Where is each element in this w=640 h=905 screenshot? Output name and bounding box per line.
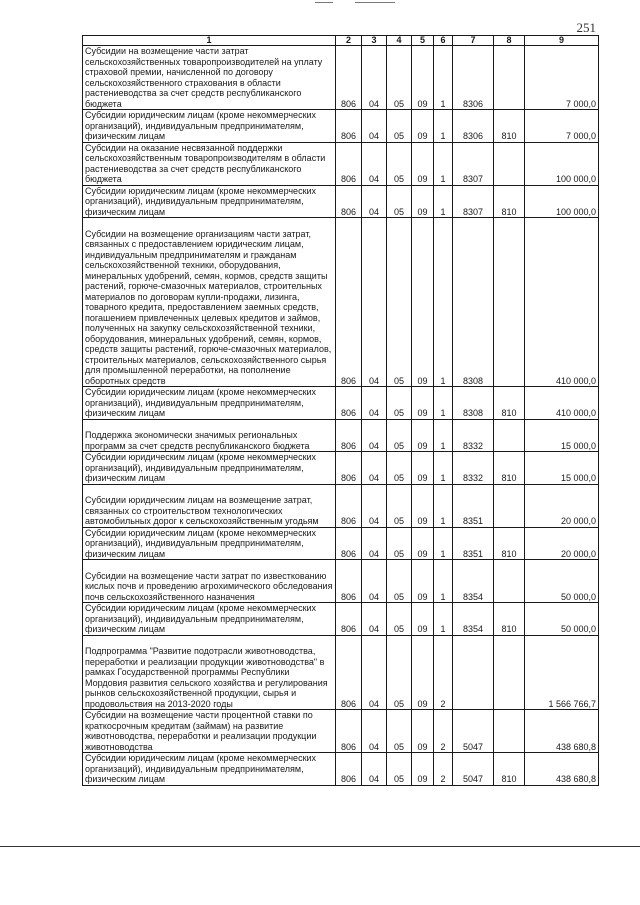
row-code-5: 09 [412, 419, 434, 452]
row-code-4: 05 [387, 142, 412, 185]
row-code-4: 05 [387, 46, 412, 110]
row-code-4: 05 [387, 218, 412, 387]
table-row [83, 635, 599, 710]
row-code-7: 8332 [453, 419, 494, 452]
header-col-5: 5 [412, 36, 434, 46]
table-row [83, 710, 599, 753]
row-code-4: 05 [387, 452, 412, 485]
row-code-3: 04 [362, 110, 387, 143]
row-code-3: 04 [362, 218, 387, 387]
header-row [83, 36, 599, 46]
row-code-6: 1 [434, 110, 453, 143]
row-code-2: 806 [336, 419, 362, 452]
row-description: Субсидии юридическим лицам (кроме некоммерческих организаций), индивидуальным предпринимателям, физическим лицам [83, 110, 336, 143]
row-description: Субсидии на оказание несвязанной поддержки сельскохозяйственным товаропроизводителям в области растениеводства за счет средств республиканского бюджета [83, 142, 336, 185]
row-code-2: 806 [336, 46, 362, 110]
row-code-8 [494, 419, 525, 452]
row-code-8 [494, 635, 525, 710]
row-code-5: 09 [412, 218, 434, 387]
row-code-4: 05 [387, 387, 412, 420]
row-code-2: 806 [336, 710, 362, 753]
row-code-7: 8307 [453, 185, 494, 218]
row-code-2: 806 [336, 185, 362, 218]
row-amount: 100 000,0 [525, 142, 599, 185]
row-code-3: 04 [362, 753, 387, 786]
row-code-3: 04 [362, 560, 387, 603]
row-description: Субсидии на возмещение части затрат по известкованию кислых почв и проведению агрохимического обследования почв сельскохозяйственного назначения [83, 560, 336, 603]
row-code-8 [494, 218, 525, 387]
row-code-6: 1 [434, 142, 453, 185]
row-code-7: 8308 [453, 218, 494, 387]
row-code-4: 05 [387, 110, 412, 143]
row-code-7 [453, 635, 494, 710]
row-amount: 7 000,0 [525, 110, 599, 143]
row-code-3: 04 [362, 484, 387, 527]
row-code-6: 1 [434, 387, 453, 420]
header-col-9: 9 [525, 36, 599, 46]
row-code-5: 09 [412, 527, 434, 560]
row-code-6: 1 [434, 527, 453, 560]
row-code-7: 8306 [453, 110, 494, 143]
row-amount: 438 680,8 [525, 710, 599, 753]
row-code-6: 1 [434, 603, 453, 636]
row-code-4: 05 [387, 635, 412, 710]
row-code-6: 1 [434, 185, 453, 218]
row-code-4: 05 [387, 527, 412, 560]
header-col-4: 4 [387, 36, 412, 46]
row-description: Субсидии юридическим лицам (кроме некоммерческих организаций), индивидуальным предпринимателям, физическим лицам [83, 753, 336, 786]
row-amount: 410 000,0 [525, 218, 599, 387]
row-code-3: 04 [362, 419, 387, 452]
row-code-8 [494, 560, 525, 603]
row-code-3: 04 [362, 46, 387, 110]
row-amount: 50 000,0 [525, 560, 599, 603]
header-col-8: 8 [494, 36, 525, 46]
row-code-4: 05 [387, 484, 412, 527]
row-code-8 [494, 710, 525, 753]
page-bottom-rule [0, 846, 640, 847]
row-code-5: 09 [412, 110, 434, 143]
row-amount: 100 000,0 [525, 185, 599, 218]
row-description: Субсидии на возмещение части процентной ставки по краткосрочным кредитам (займам) на развитие животноводства, переработки и реализации продукции животноводства [83, 710, 336, 753]
row-code-3: 04 [362, 185, 387, 218]
table-row [83, 185, 599, 218]
row-code-6: 1 [434, 218, 453, 387]
row-code-4: 05 [387, 710, 412, 753]
header-col-7: 7 [453, 36, 494, 46]
row-code-4: 05 [387, 603, 412, 636]
row-code-5: 09 [412, 560, 434, 603]
row-description: Субсидии юридическим лицам (кроме некоммерческих организаций), индивидуальным предпринимателям, физическим лицам [83, 527, 336, 560]
row-code-2: 806 [336, 527, 362, 560]
row-code-2: 806 [336, 452, 362, 485]
table-row [83, 142, 599, 185]
row-code-7: 8354 [453, 560, 494, 603]
row-code-5: 09 [412, 710, 434, 753]
header-col-1: 1 [83, 36, 336, 46]
budget-table [82, 35, 599, 786]
row-code-6: 2 [434, 710, 453, 753]
row-amount: 20 000,0 [525, 527, 599, 560]
row-code-7: 5047 [453, 710, 494, 753]
row-code-7: 8332 [453, 452, 494, 485]
row-amount: 410 000,0 [525, 387, 599, 420]
row-code-4: 05 [387, 560, 412, 603]
scan-marks [300, 0, 400, 8]
row-code-3: 04 [362, 387, 387, 420]
row-code-3: 04 [362, 527, 387, 560]
row-code-7: 8351 [453, 527, 494, 560]
row-code-6: 1 [434, 560, 453, 603]
row-code-5: 09 [412, 484, 434, 527]
row-code-6: 1 [434, 484, 453, 527]
row-code-3: 04 [362, 452, 387, 485]
table-row [83, 753, 599, 786]
row-code-8 [494, 484, 525, 527]
row-code-4: 05 [387, 185, 412, 218]
row-code-5: 09 [412, 185, 434, 218]
row-code-8: 810 [494, 603, 525, 636]
row-amount: 438 680,8 [525, 753, 599, 786]
row-code-5: 09 [412, 603, 434, 636]
row-code-8: 810 [494, 185, 525, 218]
row-code-6: 1 [434, 419, 453, 452]
row-code-2: 806 [336, 560, 362, 603]
row-code-8: 810 [494, 387, 525, 420]
row-code-5: 09 [412, 387, 434, 420]
table-row [83, 560, 599, 603]
row-code-3: 04 [362, 603, 387, 636]
row-amount: 50 000,0 [525, 603, 599, 636]
row-amount: 7 000,0 [525, 46, 599, 110]
row-code-3: 04 [362, 710, 387, 753]
row-code-2: 806 [336, 635, 362, 710]
row-code-2: 806 [336, 110, 362, 143]
row-amount: 15 000,0 [525, 452, 599, 485]
row-amount: 1 566 766,7 [525, 635, 599, 710]
row-code-7: 8308 [453, 387, 494, 420]
row-code-8: 810 [494, 452, 525, 485]
row-code-2: 806 [336, 753, 362, 786]
header-col-2: 2 [336, 36, 362, 46]
row-description: Субсидии на возмещение части затрат сельскохозяйственных товаропроизводителей на уплату страховой премии, начисленной по договору сельскохозяйственного страхования в области растениеводства за счет средств республиканского бюджета [83, 46, 336, 110]
row-code-2: 806 [336, 603, 362, 636]
row-code-7: 8354 [453, 603, 494, 636]
row-code-4: 05 [387, 753, 412, 786]
row-code-7: 8307 [453, 142, 494, 185]
row-description: Подпрограмма "Развитие подотрасли животноводства, переработки и реализации продукции животноводства" в рамках Государственной программы Республики Мордовия развития сельского хозяйства и регулирования рынков сельскохозяйственной продукции, сырья и продовольствия на 2013-2020 годы [83, 635, 336, 710]
row-description: Поддержка экономически значимых региональных программ за счет средств республиканского бюджета [83, 419, 336, 452]
row-code-6: 1 [434, 46, 453, 110]
row-description: Субсидии юридическим лицам (кроме некоммерческих организаций), индивидуальным предпринимателям, физическим лицам [83, 452, 336, 485]
table-row [83, 603, 599, 636]
row-description: Субсидии на возмещение организациям части затрат, связанных с предоставлением юридическим лицам, индивидуальным предпринимателям и гражданам сельскохозяйственной техники, оборудования, минеральных удобрений, семян, кормов, средств защиты растений, горюче-смазочных материалов, строительных материалов по договорам купли-продажи, лизинга, товарного кредита, предоставлением заемных средств, погашением привлеченных целевых кредитов и займов, полученных на закупку сельскохозяйственной техники, оборудования, минеральных удобрений, семян, кормов, средств защиты растений, горюче-смазочных материалов, строительных материалов, сельскохозяйственного сырья для промышленной переработки, на пополнение оборотных средств [83, 218, 336, 387]
row-description: Субсидии юридическим лицам (кроме некоммерческих организаций), индивидуальным предпринимателям, физическим лицам [83, 185, 336, 218]
table-row [83, 419, 599, 452]
row-description: Субсидии юридическим лицам (кроме некоммерческих организаций), индивидуальным предпринимателям, физическим лицам [83, 387, 336, 420]
table-row [83, 527, 599, 560]
row-code-8: 810 [494, 753, 525, 786]
table-row [83, 484, 599, 527]
row-code-5: 09 [412, 142, 434, 185]
row-code-8: 810 [494, 527, 525, 560]
row-code-6: 2 [434, 753, 453, 786]
header-col-6: 6 [434, 36, 453, 46]
table-body [83, 46, 599, 786]
row-code-8 [494, 46, 525, 110]
row-code-3: 04 [362, 142, 387, 185]
table-row [83, 110, 599, 143]
row-code-5: 09 [412, 635, 434, 710]
row-code-3: 04 [362, 635, 387, 710]
row-amount: 20 000,0 [525, 484, 599, 527]
row-code-8: 810 [494, 110, 525, 143]
header-col-3: 3 [362, 36, 387, 46]
row-code-7: 8306 [453, 46, 494, 110]
row-code-6: 2 [434, 635, 453, 710]
page-number: 251 [576, 20, 596, 35]
row-amount: 15 000,0 [525, 419, 599, 452]
row-code-5: 09 [412, 753, 434, 786]
row-code-5: 09 [412, 46, 434, 110]
row-code-5: 09 [412, 452, 434, 485]
row-code-2: 806 [336, 142, 362, 185]
row-code-6: 1 [434, 452, 453, 485]
table-row [83, 387, 599, 420]
row-code-2: 806 [336, 218, 362, 387]
row-description: Субсидии юридическим лицам на возмещение затрат, связанных со строительством технологических автомобильных дорог к сельскохозяйственным угодьям [83, 484, 336, 527]
table-row [83, 452, 599, 485]
row-description: Субсидии юридическим лицам (кроме некоммерческих организаций), индивидуальным предпринимателям, физическим лицам [83, 603, 336, 636]
table-row [83, 46, 599, 110]
row-code-4: 05 [387, 419, 412, 452]
row-code-7: 8351 [453, 484, 494, 527]
row-code-8 [494, 142, 525, 185]
row-code-2: 806 [336, 387, 362, 420]
table-row [83, 218, 599, 387]
row-code-7: 5047 [453, 753, 494, 786]
row-code-2: 806 [336, 484, 362, 527]
